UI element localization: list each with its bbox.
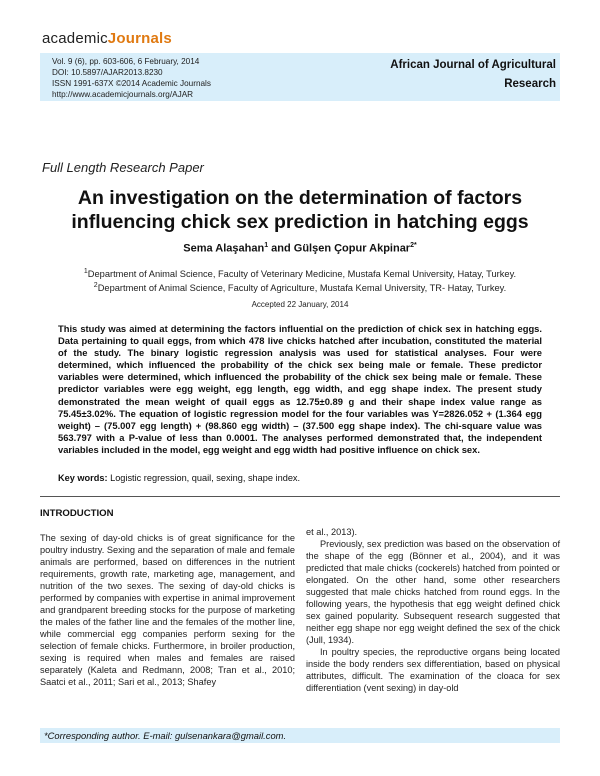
title-line1: An investigation on the determination of factors <box>77 187 523 209</box>
intro-paragraph-1: The sexing of day-old chicks is of great significance for the poultry industry. Sexing and the separation of male and female animals are performed, based on differences in the nutrient requirements, growth rate, marketing age, management, and nutrition of the two sexes. The sexing of day-old chicks is performed by companies with expertise in animal improvement and grandparent breeding stocks for the purpose of marketing the males of the father line and the females of the mother line, while commercial egg companies perform sexing for the selection of female chicks. Furthermore, in broiler production, sexing is required when males and females are raised separately (Kaleta and Redmann, 2008; Tran et al., 2010; Saatci et al., 2011; Sari et al., 2013; Shafey <box>40 533 295 687</box>
author-list <box>40 242 560 255</box>
keywords <box>58 473 542 483</box>
affiliation-1-mark: 1 <box>83 268 88 275</box>
introduction-heading: INTRODUCTION <box>40 508 114 519</box>
abstract: This study was aimed at determining the factors influential on the prediction of chick sex in hatching eggs. Data pertaining to quail eggs, from which 478 live chicks hatched after incubation, constituted the material of the study. The binary logistic regression analysis was used for statistical analyses. Four were determined, which influenced the probability of the chick sex being male or female. These predictor variables were determined, which influenced the probability of the chick sex being male or female. These predictor variables were egg weight, egg length, egg width, and egg shape index. The present study demonstrated the mean weight of quail eggs as 12.75±0.89 g and their shape index value range as 75.45±3.02%. The equation of logistic regression model for the four variables was Y=2826.052 + (1.364 egg weight) – (75.007 egg length) + (98.860 egg width) – (37.500 egg shape index). The chi-square value was 563.797 with a P-value of less than 0.0001. The analyses performed demonstrated that, the independent variables included in the model, egg weight and egg width had positive influence on chick sex. <box>58 323 542 455</box>
journal-name <box>390 56 556 94</box>
author-conjunction: and <box>268 242 294 255</box>
author-2-affil-mark: 2 <box>410 242 414 249</box>
section-divider <box>40 496 560 497</box>
affiliation-2: $^2$Department of Animal Science, Faculty of Agriculture, Mustafa Kemal University, TR- Hatay, Turkey. <box>93 282 507 294</box>
body-column-right <box>306 526 560 694</box>
keywords-label: Key words: <box>58 473 108 483</box>
intro-paragraph-3: In poultry species, the reproductive organs being located inside the body renders sex differentiation, based on physical attributes, difficult. The examination of the cloaca for sex differentiation (vent sexing) in day-old <box>306 647 560 693</box>
journal-name-line1: African Journal of Agricultural <box>390 59 556 71</box>
author-1-affil-mark: 1 <box>264 242 269 249</box>
journal-name-line2: Research <box>504 78 556 90</box>
citation-meta <box>52 56 211 100</box>
brand-suffix: Journals <box>107 30 172 47</box>
author-2: Gülşen Çopur Akpinar <box>293 242 411 255</box>
intro-continuation: et al., 2013). <box>306 527 358 537</box>
keywords-list: Logistic regression, quail, sexing, shape index. <box>107 473 301 483</box>
meta-doi[interactable]: DOI: 10.5897/AJAR2013.8230 <box>52 68 163 77</box>
accepted-date: Accepted 22 January, 2014 <box>251 300 349 309</box>
intro-paragraph-2: Previously, sex prediction was based on the observation of the shape of the egg (Bönner et al., 2004), and it was predicted that male chicks (cockerels) hatched from pointed or elongated. On the other hand, some other researchers suggested that male chicks hatched from round eggs. In the following years, the hypothesis that egg weight defined chick sex gained popularity. Subsequent research suggested that neither egg shape nor egg weight defined the sex of the chick (Jull, 1934). <box>306 539 560 645</box>
affiliation-2-mark: 2 <box>93 282 98 290</box>
brand-prefix: academic <box>42 30 108 47</box>
corresponding-mark: * <box>414 242 417 249</box>
title-line2: influencing chick sex prediction in hatching eggs <box>71 211 529 233</box>
corresponding-author-footnote: *Corresponding author. E-mail: gulsenankara@gmail.com. <box>44 730 287 741</box>
body-column-left <box>40 532 295 688</box>
meta-issn: ISSN 1991-637X ©2014 Academic Journals <box>52 79 211 88</box>
meta-volume: Vol. 9 (6), pp. 603-606, 6 February, 2014 <box>52 57 200 66</box>
paper-title <box>40 186 560 234</box>
author-1: Sema Alaşahan <box>183 242 265 255</box>
affiliations <box>40 266 560 294</box>
publisher-logo <box>42 30 172 47</box>
affiliation-1: $^1$Department of Animal Science, Faculty of Veterinary Medicine, Mustafa Kemal University, Hatay, Turkey. <box>83 268 517 280</box>
meta-url[interactable]: http://www.academicjournals.org/AJAR <box>52 90 194 99</box>
article-type: Full Length Research Paper <box>42 160 204 175</box>
